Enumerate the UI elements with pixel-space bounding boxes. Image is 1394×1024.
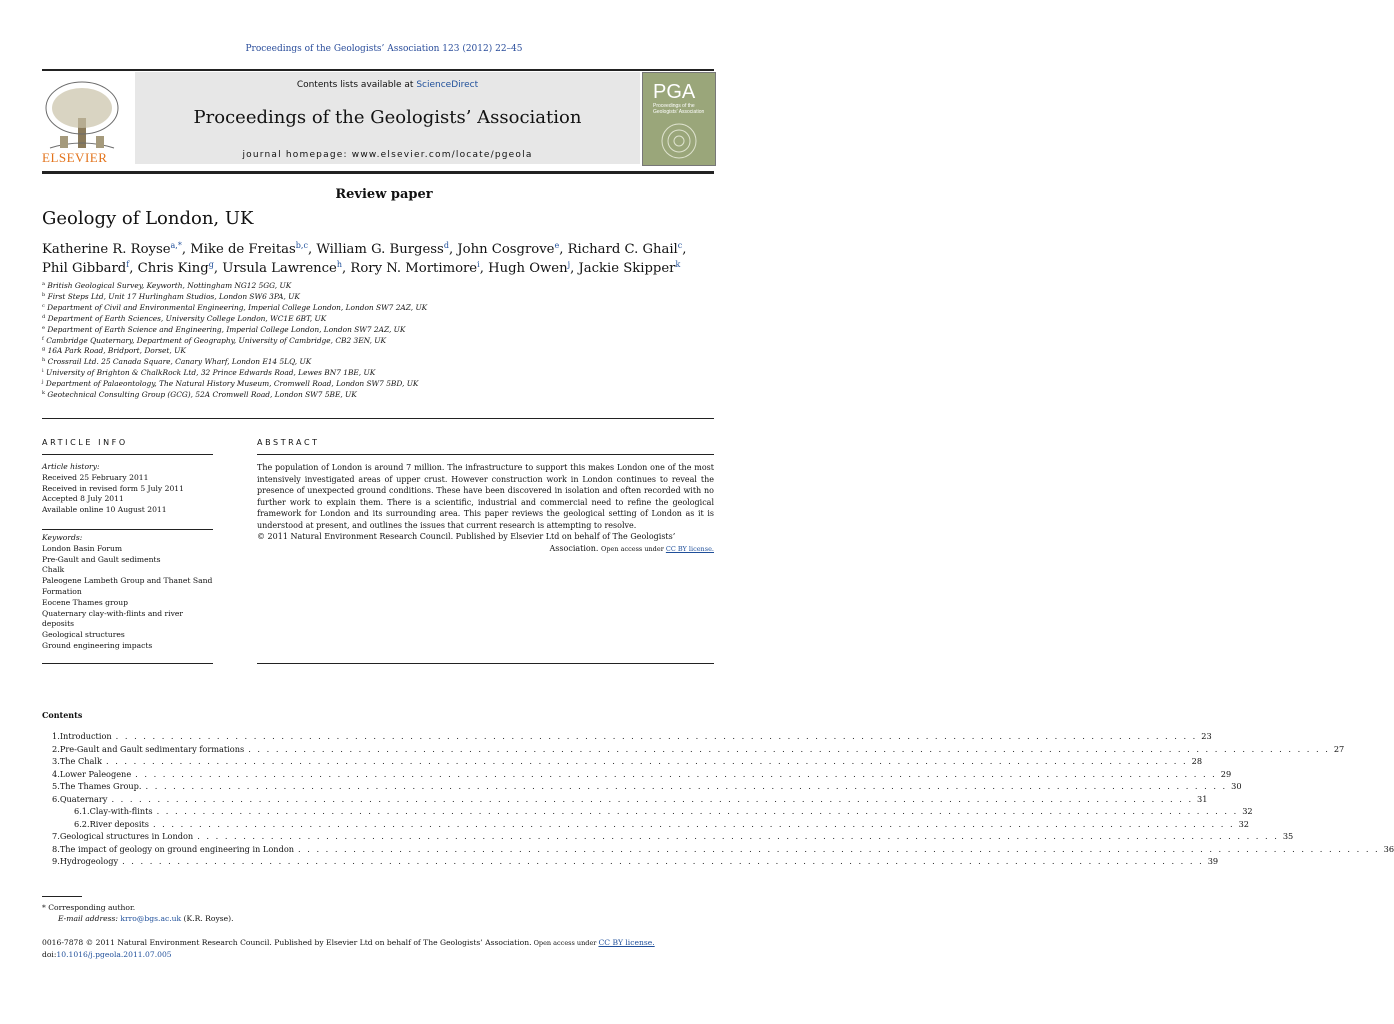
doi-line xyxy=(42,950,172,959)
keyword: Eocene Thames group xyxy=(42,597,128,607)
toc-entry[interactable] xyxy=(52,781,1242,794)
affiliation-text: Crossrail Ltd. 25 Canada Square, Canary Wharf, London E14 5LQ, UK xyxy=(47,357,312,367)
contents-heading: Contents xyxy=(42,710,83,720)
toc-number: 6.1. xyxy=(74,806,90,816)
article-info-bottom-rule xyxy=(42,663,213,664)
author: John Cosgrove xyxy=(457,242,555,257)
issn-text: 0016-7878 © 2011 Natural Environment Research Council. Published by Elsevier Ltd on behalf of The Geologists’ Association. xyxy=(42,938,532,947)
toc-page: 32 xyxy=(1242,806,1253,816)
corresponding-author-note: * Corresponding author. xyxy=(42,903,136,912)
author-sup[interactable]: e xyxy=(554,241,560,250)
keyword: Formation xyxy=(42,586,82,596)
affiliation xyxy=(42,357,722,368)
email-label: E-mail address: xyxy=(58,914,121,923)
history-entry: Received 25 February 2011 xyxy=(42,472,149,482)
keyword: Pre-Gault and Gault sediments xyxy=(42,554,161,564)
toc-title: The Chalk xyxy=(59,756,102,766)
article-title: Geology of London, UK xyxy=(42,208,254,229)
affiliation xyxy=(42,379,722,390)
toc-number: 1. xyxy=(52,731,60,741)
toc-leader: . . . . . . . . . . . . . . . . . . . . . . . . . . . . . . . . . . . . . . . . . . . . . . . . . . . . . . . . . . . . . . . . . . . . . . . . . . . . . . . . . . . . . . . . . . . . . . . . . . . . . . . . . . . . . . . . . . . . . . xyxy=(106,756,1188,766)
keyword: Quaternary clay-with-flints and river xyxy=(42,608,183,618)
author: Rory N. Mortimore xyxy=(350,261,478,276)
toc-page: 29 xyxy=(1220,768,1232,779)
toc-number: 6. xyxy=(52,793,60,804)
top-rule xyxy=(42,69,714,71)
article-history-label: Article history: xyxy=(42,462,100,471)
toc-title: Lower Paleogene xyxy=(59,768,132,779)
affiliation-key: i xyxy=(42,368,44,375)
table-of-contents xyxy=(52,731,1394,869)
toc-title: Introduction xyxy=(59,731,112,741)
affiliation xyxy=(42,281,722,292)
toc-entry[interactable] xyxy=(52,756,1203,769)
affiliation-text: Department of Earth Sciences, University College London, WC1E 6BT, UK xyxy=(47,313,327,323)
article-history xyxy=(42,462,217,516)
keywords-label: Keywords: xyxy=(42,533,83,542)
open-access-label: Open access under xyxy=(600,544,666,553)
abstract-text: The population of London is around 7 million. The infrastructure to support this makes London one of the most intensively investigated areas of upper crust. However construction work in London continues to reveal the presence of unexpected ground conditions. These have been discovered in isolation and often recorded with no further work to explain them. There is a scientific, industrial and commercial need to refine the geological framework for London and its surrounding area. This paper reviews the geological setting of London as it is understood at present, and outlines the issues that current research is attempting to resolve. xyxy=(257,463,714,530)
footer-license-link[interactable]: CC BY license. xyxy=(598,938,655,947)
affiliation-key: b xyxy=(42,291,46,298)
toc-title: Quaternary xyxy=(59,793,108,804)
toc-leader: . . . . . . . . . . . . . . . . . . . . . . . . . . . . . . . . . . . . . . . . . . . . . . . . . . . . . . . . . . . . . . . . . . . . . . . . . . . . . . . . . . . . . . . . . . . . . . . . . . . . . . . . . . . . . . . . . . . . . . xyxy=(298,843,1380,854)
journal-cover-thumbnail[interactable] xyxy=(642,72,716,166)
author-sup[interactable]: k xyxy=(675,260,681,269)
toc-entry[interactable] xyxy=(52,768,1232,782)
toc-leader: . . . . . . . . . . . . . . . . . . . . . . . . . . . . . . . . . . . . . . . . . . . . . . . . . . . . . . . . . . . . . . . . . . . . . . . . . . . . . . . . . . . . . . . . . . . . . . . . . . . . . . . . . . . . . . . . . . . . . . xyxy=(197,831,1279,841)
affiliation-text: 16A Park Road, Bridport, Dorset, UK xyxy=(47,346,186,356)
toc-page: 28 xyxy=(1191,756,1203,766)
author-sup[interactable]: i xyxy=(477,260,480,269)
toc-number: 5. xyxy=(52,781,60,791)
keyword: Geological structures xyxy=(42,630,125,640)
author-sup[interactable]: g xyxy=(208,260,214,269)
keywords-rule xyxy=(42,529,213,530)
affiliation xyxy=(42,314,722,325)
toc-page: 30 xyxy=(1231,781,1242,791)
affiliation-text: Geotechnical Consulting Group (GCG), 52A Cromwell Road, London SW7 5BE, UK xyxy=(47,390,357,400)
affiliation-key: d xyxy=(42,313,46,320)
toc-title: Hydrogeology xyxy=(59,856,119,866)
issn-line xyxy=(42,938,742,947)
author-sup[interactable]: j xyxy=(567,260,571,269)
toc-number: 6.2. xyxy=(74,818,90,829)
affiliation-text: British Geological Survey, Keyworth, Nottingham NG12 5GG, UK xyxy=(47,281,292,290)
toc-entry[interactable] xyxy=(52,731,1212,744)
keywords xyxy=(42,533,217,652)
toc-leader: . . . . . . . . . . . . . . . . . . . . . . . . . . . . . . . . . . . . . . . . . . . . . . . . . . . . . . . . . . . . . . . . . . . . . . . . . . . . . . . . . . . . . . . . . . . . . . . . . . . . . . . . . . . . . . . . . . . . . . xyxy=(115,731,1198,741)
abstract-rule xyxy=(257,454,714,455)
affiliation-key: h xyxy=(42,357,46,364)
toc-page: 23 xyxy=(1201,731,1212,741)
keyword: deposits xyxy=(42,619,75,629)
toc-page: 36 xyxy=(1383,843,1394,854)
toc-entry[interactable] xyxy=(52,743,1345,757)
affiliation-key: k xyxy=(42,390,46,397)
author-sup[interactable]: d xyxy=(443,241,449,250)
author: Hugh Owen xyxy=(488,261,568,276)
history-entry: Received in revised form 5 July 2011 xyxy=(42,483,184,493)
toc-title: The Thames Group. xyxy=(59,781,142,791)
copyright-text: © 2011 Natural Environment Research Council. Published by Elsevier Ltd on behalf of The Geologists’ xyxy=(257,532,676,541)
toc-number: 2. xyxy=(52,743,60,754)
affiliation-text: Cambridge Quaternary, Department of Geography, University of Cambridge, CB2 3EN, UK xyxy=(46,335,387,345)
article-info-heading: ARTICLE INFO xyxy=(42,438,128,447)
footnote-rule xyxy=(42,896,82,897)
toc-number: 7. xyxy=(52,831,60,841)
header-thick-rule xyxy=(42,171,714,174)
affiliations-rule xyxy=(42,418,714,419)
toc-title: Clay-with-flints xyxy=(89,806,153,816)
affiliation-key: a xyxy=(42,281,45,287)
affiliation xyxy=(42,368,722,379)
author: Ursula Lawrence xyxy=(222,261,337,276)
affiliation-key: f xyxy=(42,335,44,342)
email-line xyxy=(58,914,234,923)
cover-ammonite-icon xyxy=(651,121,707,161)
email-suffix: (K.R. Royse). xyxy=(181,914,234,923)
abstract-heading: ABSTRACT xyxy=(257,438,320,447)
affiliation-key: e xyxy=(42,324,45,331)
toc-page: 35 xyxy=(1282,831,1294,841)
toc-number: 3. xyxy=(52,756,60,766)
author: Chris King xyxy=(137,261,209,276)
toc-leader: . . . . . . . . . . . . . . . . . . . . . . . . . . . . . . . . . . . . . . . . . . . . . . . . . . . . . . . . . . . . . . . . . . . . . . . . . . . . . . . . . . . . . . . . . . . . . . . . . . . . . . . . . . . . . . . . . . . . . . xyxy=(156,806,1239,816)
journal-homepage[interactable]: journal homepage: www.elsevier.com/locate/pgeola xyxy=(242,150,533,160)
toc-leader: . . . . . . . . . . . . . . . . . . . . . . . . . . . . . . . . . . . . . . . . . . . . . . . . . . . . . . . . . . . . . . . . . . . . . . . . . . . . . . . . . . . . . . . . . . . . . . . . . . . . . . . . . . . . . . . . . . . . . . xyxy=(145,781,1228,791)
author: Phil Gibbard xyxy=(42,261,127,276)
abstract-body xyxy=(257,462,714,555)
affiliation-text: Department of Civil and Environmental Engineering, Imperial College London, London SW7 2AZ, UK xyxy=(47,302,428,312)
author: Jackie Skipper xyxy=(578,261,676,276)
email-link[interactable]: krro@bgs.ac.uk xyxy=(120,914,182,923)
toc-number: 4. xyxy=(52,768,60,779)
affiliation xyxy=(42,336,722,347)
toc-entry[interactable] xyxy=(52,793,1208,807)
author: William G. Burgess xyxy=(316,242,444,257)
affiliation xyxy=(42,303,722,314)
toc-number: 9. xyxy=(52,856,60,866)
toc-title: Geological structures in London xyxy=(59,831,194,841)
toc-page: 31 xyxy=(1197,793,1208,804)
toc-entry[interactable] xyxy=(52,856,1219,869)
affiliation-text: University of Brighton & ChalkRock Ltd, 32 Prince Edwards Road, Lewes BN7 1BE, UK xyxy=(45,368,376,378)
copyright-text-2: Association. xyxy=(549,543,599,553)
cover-subtitle: Proceedings of the Geologists' Association xyxy=(653,103,705,115)
toc-entry[interactable] xyxy=(52,831,1294,844)
toc-entry[interactable] xyxy=(52,843,1394,857)
author-sup[interactable]: c xyxy=(677,241,683,250)
article-type: Review paper xyxy=(335,187,433,202)
toc-page: 39 xyxy=(1207,856,1219,866)
author-sup[interactable]: a,* xyxy=(170,241,182,250)
toc-subentry[interactable] xyxy=(52,818,1249,832)
toc-leader: . . . . . . . . . . . . . . . . . . . . . . . . . . . . . . . . . . . . . . . . . . . . . . . . . . . . . . . . . . . . . . . . . . . . . . . . . . . . . . . . . . . . . . . . . . . . . . . . . . . . . . . . . . . . . . . . . . . . . . xyxy=(122,856,1204,866)
author: Richard C. Ghail xyxy=(567,242,678,257)
author-sup[interactable]: b,c xyxy=(295,241,308,250)
affiliation-list xyxy=(42,281,722,401)
keyword: Ground engineering impacts xyxy=(42,640,153,650)
doi-link[interactable]: 10.1016/j.pgeola.2011.07.005 xyxy=(56,950,172,959)
affiliation-text: Department of Earth Science and Engineering, Imperial College London, London SW7 2AZ, UK xyxy=(47,324,406,334)
affiliation-key: c xyxy=(42,302,45,309)
toc-leader: . . . . . . . . . . . . . . . . . . . . . . . . . . . . . . . . . . . . . . . . . . . . . . . . . . . . . . . . . . . . . . . . . . . . . . . . . . . . . . . . . . . . . . . . . . . . . . . . . . . . . . . . . . . . . . . . . . . . . . xyxy=(152,818,1235,829)
keyword: London Basin Forum xyxy=(42,543,123,553)
affiliation-text: First Steps Ltd, Unit 17 Hurlingham Studios, London SW6 3PA, UK xyxy=(47,291,300,301)
article-info-rule xyxy=(42,454,213,455)
affiliation xyxy=(42,346,722,357)
affiliation xyxy=(42,325,722,336)
author-sup[interactable]: h xyxy=(336,260,343,269)
author-list: Katherine R. Royse$^{a,*}$, Mike de Freitas$^{b,c}$, William G. Burgess$^d$, John Cosgrove$^e$, Richard C. Ghail$^c$, Phil Gibbard$^f$, Chris King$^g$, Ursula Lawrence$^h$, Rory N. Mortimore$^i$, Hugh Owen$^j$, Jackie Skipper$^k$ xyxy=(42,241,687,276)
toc-page: 32 xyxy=(1238,818,1249,829)
journal-citation[interactable]: Proceedings of the Geologists’ Association 123 (2012) 22–45 xyxy=(245,44,523,54)
toc-leader: . . . . . . . . . . . . . . . . . . . . . . . . . . . . . . . . . . . . . . . . . . . . . . . . . . . . . . . . . . . . . . . . . . . . . . . . . . . . . . . . . . . . . . . . . . . . . . . . . . . . . . . . . . . . . . . . . . . . . . xyxy=(111,793,1194,804)
toc-page: 27 xyxy=(1333,743,1345,754)
abstract-bottom-rule xyxy=(257,663,714,664)
contents-available-text: Contents lists available at xyxy=(296,80,417,90)
toc-number: 8. xyxy=(52,843,60,854)
author: Mike de Freitas xyxy=(190,242,296,257)
toc-subentry[interactable] xyxy=(52,806,1253,819)
history-entry: Available online 10 August 2011 xyxy=(42,505,167,515)
toc-title: The impact of geology on ground engineering in London xyxy=(59,843,295,854)
affiliation xyxy=(42,292,722,303)
keyword: Paleogene Lambeth Group and Thanet Sand xyxy=(42,576,213,586)
elsevier-wordmark: ELSEVIER xyxy=(42,150,108,165)
toc-title: Pre-Gault and Gault sedimentary formations xyxy=(59,743,245,754)
keyword: Chalk xyxy=(42,565,65,575)
affiliation xyxy=(42,390,722,401)
toc-title: River deposits xyxy=(89,818,149,829)
contents-available xyxy=(135,80,640,90)
affiliation-text: Department of Palaeontology, The Natural History Museum, Cromwell Road, London SW7 5BD, UK xyxy=(45,379,419,389)
doi-prefix: doi: xyxy=(42,950,57,959)
affiliation-key: g xyxy=(42,346,46,353)
journal-title: Proceedings of the Geologists’ Association xyxy=(193,107,582,128)
sciencedirect-link[interactable]: ScienceDirect xyxy=(416,80,479,90)
cover-label: PGA xyxy=(653,81,696,103)
toc-leader: . . . . . . . . . . . . . . . . . . . . . . . . . . . . . . . . . . . . . . . . . . . . . . . . . . . . . . . . . . . . . . . . . . . . . . . . . . . . . . . . . . . . . . . . . . . . . . . . . . . . . . . . . . . . . . . . . . . . . . xyxy=(135,768,1217,779)
toc-leader: . . . . . . . . . . . . . . . . . . . . . . . . . . . . . . . . . . . . . . . . . . . . . . . . . . . . . . . . . . . . . . . . . . . . . . . . . . . . . . . . . . . . . . . . . . . . . . . . . . . . . . . . . . . . . . . . . . . . . . xyxy=(248,743,1330,754)
abstract-copyright xyxy=(257,531,714,543)
abstract-copyright-2 xyxy=(257,543,714,556)
author-sup[interactable]: f xyxy=(126,260,130,269)
author: Katherine R. Royse xyxy=(42,242,171,257)
footer-open-access: Open access under xyxy=(531,939,599,947)
affiliation-key: j xyxy=(42,379,44,386)
history-entry: Accepted 8 July 2011 xyxy=(42,494,124,504)
license-link[interactable]: CC BY license. xyxy=(665,544,714,553)
